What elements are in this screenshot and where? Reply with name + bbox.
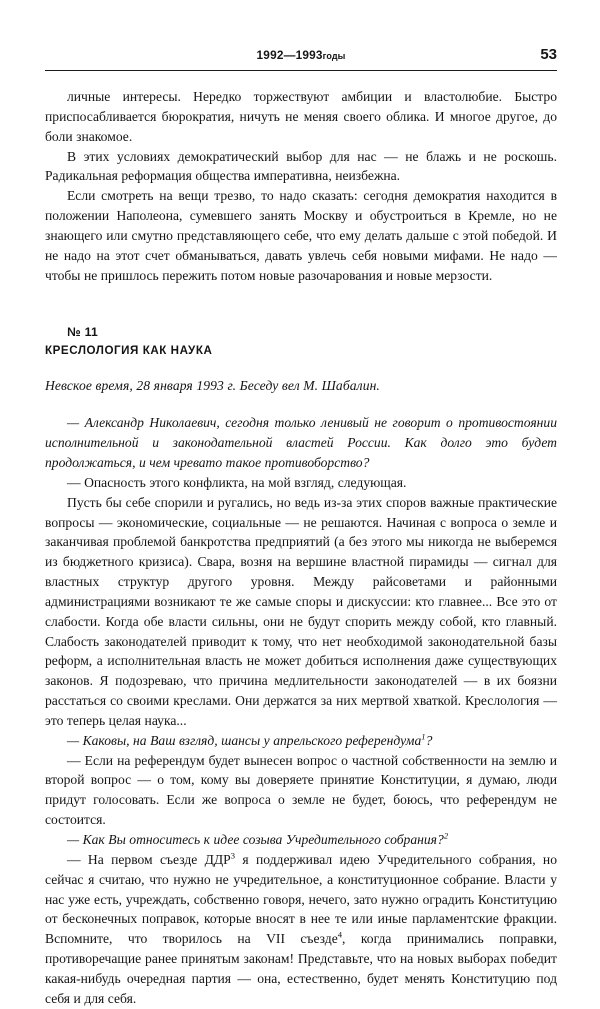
footnote-marker: 2 bbox=[443, 830, 449, 841]
interview-question: — Александр Николаевич, сегодня только ленивый не говорит о противостоянии исполнительной и законодательной властей России. Как долго это будет продолжаться, и чем чревато такое противоборство? bbox=[45, 415, 557, 470]
running-head-row bbox=[45, 48, 557, 66]
running-head-title bbox=[45, 48, 557, 62]
paragraph: личные интересы. Нередко торжествуют амбиции и властолюбие. Быстро приспосабливается бюрократия, ничуть не меняя своего облика. И многое другое, до боли знакомое. bbox=[45, 89, 557, 144]
footnote-marker: 4 bbox=[337, 929, 343, 940]
paragraph: В этих условиях демократический выбор для нас — не блажь и не роскошь. Радикальная реформация общества императивна, неизбежна. bbox=[45, 148, 557, 184]
answer-part-3: , когда принимались поправки, противоречащие ранее принятым законам! Представьте, что на новых выборах победит какая-нибудь очередная партия — она, естественно, будет менять Конституцию под себя и для себя. bbox=[45, 931, 557, 1006]
header-rule bbox=[45, 70, 557, 71]
answer-part-1: — На первом съезде ДДР bbox=[67, 851, 231, 867]
interview-question bbox=[45, 731, 557, 751]
question-tail: ? bbox=[425, 732, 433, 748]
interview-body bbox=[45, 413, 557, 1008]
interview-question bbox=[45, 830, 557, 850]
footnote-marker: 3 bbox=[230, 850, 236, 861]
answer-part-2: я поддерживал идею Учредительного собрания, но сейчас я считаю, что нужно не учредительное, а конституционное собрание. Власти у нас уже есть, учреждать, собственно говоря, нечего, зато нужно оградить Конституцию от бесконечных поправок, которые вносят в нее те или иные парламентские фракции. Вспомните, что творилось на VII съезде bbox=[45, 851, 558, 947]
section-title: КРЕСЛОЛОГИЯ КАК НАУКА bbox=[45, 344, 213, 358]
interview-answer-lead: — Опасность этого конфликта, на мой взгляд, следующая. bbox=[67, 474, 407, 490]
page-number: 53 bbox=[540, 46, 557, 63]
running-head-years: 1992—1993 bbox=[256, 48, 323, 62]
running-head bbox=[45, 0, 557, 78]
question-text: — Как Вы относитесь к идее созыва Учредительного собрания? bbox=[67, 832, 444, 847]
question-text: — Каковы, на Ваш взгляд, шансы у апрельского референдума bbox=[67, 732, 422, 748]
source-citation: Невское время, 28 января 1993 г. Беседу вел М. Шабалин. bbox=[45, 378, 380, 394]
footnote-marker: 1 bbox=[421, 731, 426, 742]
running-head-word: годы bbox=[322, 51, 346, 61]
interview-answer bbox=[45, 850, 557, 1009]
section-number: № 11 bbox=[67, 325, 99, 340]
interview-answer: — Если на референдум будет вынесен вопрос о частной собственности на землю и второй вопрос — о том, кому вы доверяете принятие Конституции, я думаю, люди придут голосовать. Если же вопроса о земле не будет, боюсь, что референдум не состоится. bbox=[45, 752, 557, 828]
interview-answer-body: Пусть бы себе спорили и ругались, но ведь из-за этих споров важные практические вопросы — экономические, социальные — не решаются. Начиная с вопроса о земле и заканчивая проблемой банкротства предприятий (а без этого мы никогда не выберемся из бюджетного кризиса). Свара, возня на вершине властной пирамиды — сигнал для властных структур другого уровня. Между райсоветами и районными администрациями возникают те же самые споры и дискуссии: кто главнее... Все это от слабости. Когда обе власти сильны, они не будут спорить между собой, кто главный. Слабость законодателей приводит к тому, что нет необходимой законодательной базы реформ, а исполнительная власть не может добиться исполнения даже существующих законов. Я подозреваю, что причина медлительности законодателей — в их боязни расстаться со своими креслами. Они держатся за них мертвой хваткой. Креслология — это теперь целая наука... bbox=[45, 494, 557, 728]
section-heading bbox=[45, 324, 557, 359]
page-content bbox=[45, 0, 557, 1009]
paragraph: Если смотреть на вещи трезво, то надо сказать: сегодня демократия находится в положении Наполеона, сумевшего занять Москву и обустроиться в Кремле, но не знающего или смутно представляющего себе, что ему делать дальше с этой победой. И не надо на этот счет обманываться, давать увлечь себя новыми мифами. Не надо — чтобы не пришлось пережить потом новые разочарования и новые мерзости. bbox=[45, 188, 557, 283]
intro-paragraphs bbox=[45, 87, 557, 285]
